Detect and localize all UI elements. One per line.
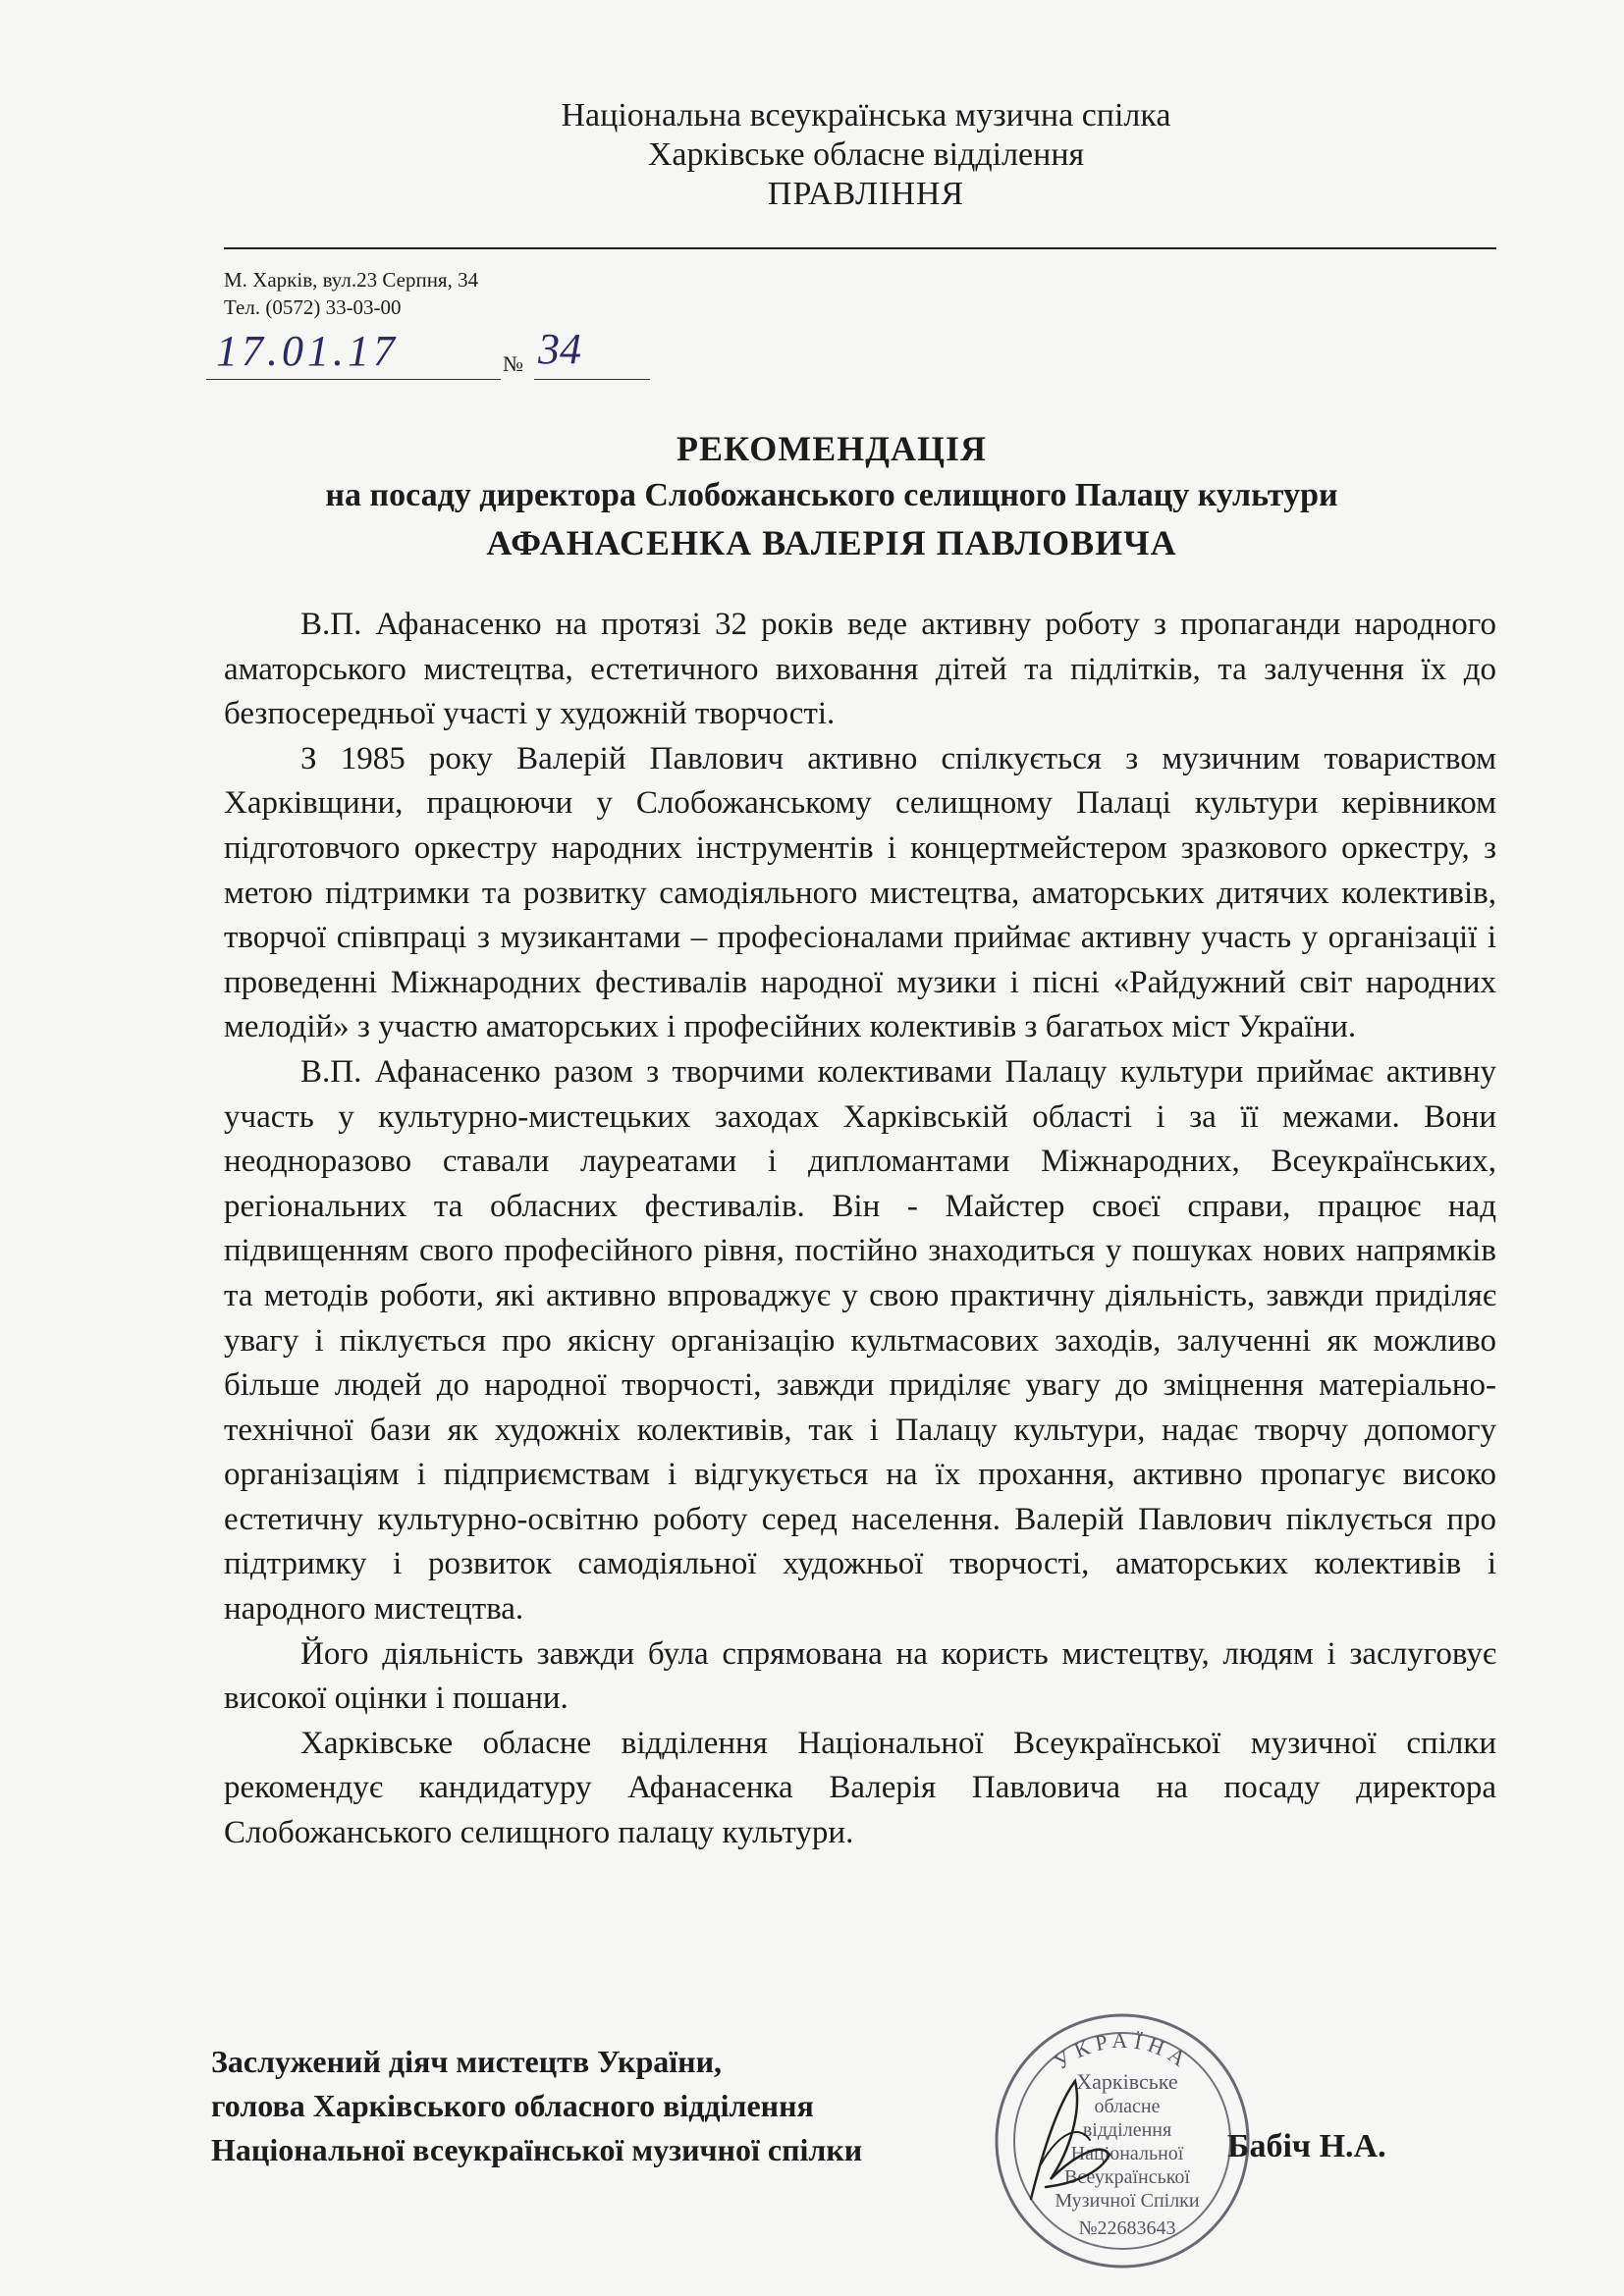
signatory-title-2: голова Харківського обласного відділення: [211, 2088, 814, 2123]
registration-number: 34: [538, 325, 581, 373]
number-label: №: [503, 351, 523, 376]
letterhead-divider: [224, 247, 1496, 249]
address-line: М. Харків, вул.23 Серпня, 34: [224, 268, 479, 292]
letterhead: [0, 96, 1624, 214]
document-title: РЕКОМЕНДАЦІЯ: [677, 429, 987, 468]
address-block: [224, 266, 478, 321]
body-paragraph: Харківське обласне відділення Національної Всеукраїнської музичної спілки рекомендує кандидатуру Афанасенка Валерія Павловича на посаду директора Слобожанського селищного палацу культури.: [224, 1725, 1496, 1851]
registration-line: [206, 326, 650, 385]
stamp-line: Національної: [1070, 2143, 1184, 2164]
stamp-line: Харківське: [1076, 2069, 1178, 2094]
candidate-name: АФАНАСЕНКА ВАЛЕРІЯ ПАВЛОВИЧА: [486, 523, 1177, 562]
signatory-title-1: Заслужений діяч мистецтв України,: [211, 2044, 723, 2079]
stamp-line: обласне: [1094, 2096, 1161, 2117]
board-label: ПРАВЛІННЯ: [767, 176, 965, 212]
phone-line: Тел. (0572) 33-03-00: [224, 295, 402, 319]
registration-date: 17.01.17: [216, 327, 399, 375]
stamp-line: Всеукраїнської: [1064, 2166, 1190, 2188]
stamp-code: №22683643: [1078, 2217, 1176, 2239]
signatory-title-3: Національної всеукраїнської музичної спілки: [211, 2132, 863, 2167]
stamp-line: Музичної Спілки: [1055, 2190, 1200, 2212]
body-paragraph: З 1985 року Валерій Павлович активно спілкується з музичним товариством Харківщини, працюючи у Слобожанському селищному Палаці культури керівником підготовчого оркестру народних інструментів і концертмейстером зразкового оркестру, з метою підтримки та розвитку самодіяльного мистецтва, аматорських дитячих колективів, творчої співпраці з музикантами – професіоналами приймає активну участь у організації і проведенні Міжнародних фестивалів народної музики і пісні «Райдужний світ народних мелодій» з участю аматорських і професійних колективів з багатьох міст України.: [224, 740, 1496, 1045]
signatory-name: Бабіч Н.А.: [1227, 2128, 1386, 2164]
handwritten-signature-icon: [992, 2071, 1129, 2209]
document-subtitle: на посаду директора Слобожанського селищного Палацу культури: [325, 477, 1338, 513]
number-underline: [534, 379, 650, 380]
body-paragraph: В.П. Афанасенко на протязі 32 років веде активну роботу з пропаганди народного аматорського мистецтва, естетичного виховання дітей та підлітків, та залучення їх до безпосередньої участі у художній творчості.: [224, 607, 1496, 732]
signatory-block: [211, 2040, 862, 2172]
stamp-line: відділення: [1082, 2119, 1172, 2141]
body-paragraph: В.П. Афанасенко разом з творчими колективами Палацу культури приймає активну участь у культурно-мистецьких заходах Харківській області і за її межами. Вони неодноразово ставали лауреатами і дипломантами Міжнародних, Всеукраїнських, регіональних та обласних фестивалів. Він - Майстер своєї справи, працює над підвищенням свого професійного рівня, постійно знаходиться у пошуках нових напрямків та методів роботи, які активно впроваджує у свою практичну діяльність, завжди приділяє увагу і піклується про якісну організацію культмасових заходів, залученні як можливо більше людей до народної творчості, завжди приділяє увагу до зміцнення матеріально-технічної бази як художніх колективів, так і Палацу культури, надає творчу допомогу організаціям і підприємствам і відгукується на їх прохання, активно пропагує високо естетичну культурно-освітню роботу серед населення. Валерій Павлович піклується про підтримку і розвиток самодіяльної художньої творчості, аматорських колективів і народного мистецтва.: [224, 1053, 1496, 1628]
date-underline: [206, 379, 501, 380]
letter-body: [224, 603, 1496, 1856]
branch-name: Харківське обласне відділення: [647, 136, 1085, 173]
svg-text:УКРАЇНА: [1050, 2028, 1196, 2074]
organization-name: Національна всеукраїнська музична спілка: [561, 97, 1171, 133]
stamp-top-text: УКРАЇНА: [1049, 2027, 1196, 2075]
body-paragraph: Його діяльність завжди була спрямована на користь мистецтву, людям і заслуговує високої оцінки і пошани.: [224, 1635, 1496, 1717]
